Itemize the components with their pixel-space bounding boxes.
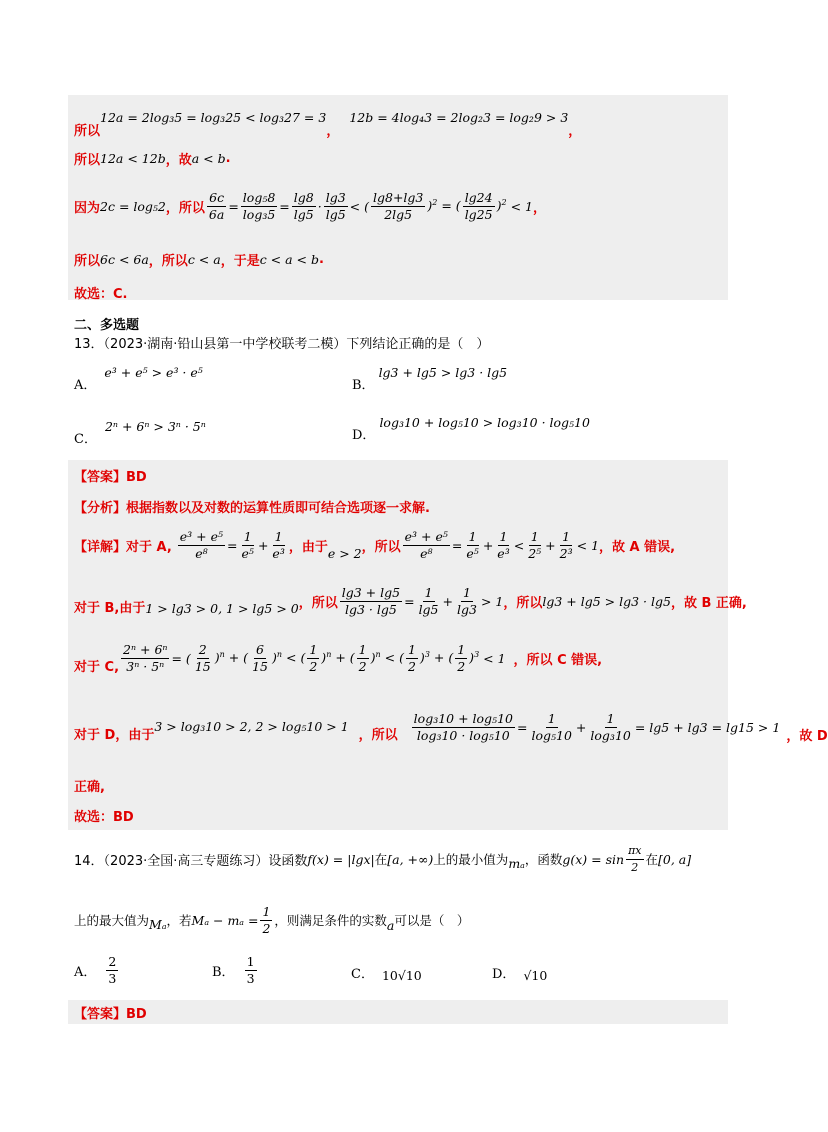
text-less-than-one: < 1 (483, 650, 506, 666)
q13-final: 故选：BD (74, 809, 134, 825)
fraction: $\frac{\lg 3 + \lg 5}{\lg 3 \cdot \lg 5}$ (341, 584, 401, 617)
text-period: . (319, 251, 324, 267)
text-on: 在 (645, 852, 659, 867)
q14-answer-panel (68, 1000, 728, 1024)
condition: Mₐ − mₐ = (191, 912, 259, 928)
text-less-than-one: < 1 (510, 198, 533, 214)
inequality-6c-6a: 6c < 6a (100, 251, 149, 267)
text-so: ，所以 (358, 727, 398, 743)
q14-option-c (351, 960, 422, 984)
fraction: $\frac{\lg 8}{\lg 5}$ (293, 189, 314, 222)
text-so: ，所以 (165, 200, 205, 216)
equation-12b: 12b = 4log₄3 = 2log₂3 = log₂9 > 3 (349, 109, 569, 125)
text-function: ，函数 (524, 852, 563, 867)
inequality-c-a: c < a (187, 251, 221, 267)
fraction: $\frac{6c}{6a}$ (208, 189, 225, 222)
fraction: $\frac{1}{\text{e³}}$ (272, 528, 285, 561)
q13-detail-d-cont: 正确, (74, 779, 105, 795)
text-less-than-one: < 1 (576, 537, 600, 553)
text-so: ，所以 (298, 595, 338, 611)
option-a-expression: e³ + e⁵ > e³ · e⁵ (104, 364, 203, 380)
fraction: $\frac{1}{\text{e⁵}}$ (466, 528, 479, 561)
inequality-lg: 1 > lg3 > 0, 1 > lg5 > 0 (145, 600, 299, 616)
text-so: ，所以 (361, 539, 401, 555)
q14-option-a (74, 950, 120, 990)
text-b-correct: ，故 B 正确, (670, 595, 747, 611)
prev-solution-line-2 (74, 147, 231, 169)
option-d-expression: √10 (523, 967, 548, 983)
inequality-12a-12b: 12a < 12b (100, 150, 166, 166)
q14-stem-line-2 (74, 900, 469, 940)
text-c-wrong: ，所以 C 错误, (513, 652, 603, 668)
q13-detail-c: 对于 C, $\frac{\text{2ⁿ + 6ⁿ}}{\text{3ⁿ · 5ⁿ}}$ = ( $\frac{2}{15}$ )$^n$ + ( $\frac{6}{15}$ )$^n$ < ( $\frac{1}{2}$ )$^n$ + ( $\frac{1}{2}$ )$^n$ < ( $\frac{1}{2}$ )$^3$ + ( $\frac{1}{2}$ )$^3$ < 1 ，所以 C 错误, (74, 641, 603, 675)
option-b-expression: lg3 + lg5 > lg3 · lg5 (378, 364, 508, 380)
fraction: $\frac{1}{2}$ (262, 903, 271, 936)
prev-solution-line-4 (74, 248, 324, 270)
q13-answer: 【答案】BD (74, 469, 147, 485)
prev-solution-line-3: 因为 2c = log₅2 ，所以 $\frac{6c}{6a}$ = $\frac{\text{log₅8}}{\text{log₃5}}$ = $\frac{\lg 8}{\lg 5}$ · $\frac{\lg 3}{\lg 5}$ < ( $\frac{\lg 8+\lg 3}{2\lg 5}$ )$^2$ = ( $\frac{\lg 24}{\lg 25}$ )$^2$ < 1 ， (74, 189, 546, 222)
text-for-c: 对于 C, (74, 659, 120, 675)
fraction: $\frac{\pi x}{2}$ (628, 843, 642, 874)
fraction: $\frac{1}{2}$ (309, 641, 318, 674)
text-because: 因为 (74, 200, 101, 216)
min-value-ma: mₐ (508, 855, 525, 871)
text-a-wrong: ，故 A 错误, (599, 539, 676, 555)
text-for-b: 对于 B,由于 (74, 600, 146, 616)
text-comma: ， (568, 123, 582, 139)
interval-0-a: [0, a] (658, 851, 692, 867)
text-lg-result: = lg5 + lg3 = lg15 > 1 (634, 719, 781, 735)
fraction: $\frac{\lg 3}{\lg 5}$ (325, 189, 346, 222)
text-max-value: 上的最大值为 (74, 913, 150, 928)
equation-12a: 12a = 2log₃5 = log₃25 < log₃27 = 3 (100, 109, 327, 125)
text-therefore: ，故 (165, 152, 192, 168)
function-g: g(x) = sin (562, 851, 625, 867)
fraction: $\frac{\text{2ⁿ + 6ⁿ}}{\text{3ⁿ · 5ⁿ}}$ (123, 641, 168, 674)
text-since: ，由于 (288, 539, 328, 555)
fraction: $\frac{\text{e³ + e⁵}}{\text{e⁸}}$ (179, 528, 224, 561)
fraction: $\frac{1}{\text{2³}}$ (559, 528, 573, 561)
fraction: $\frac{1}{\text{e⁵}}$ (241, 528, 254, 561)
fraction: $\frac{2}{15}$ (194, 641, 211, 674)
inequality-lg-sum: lg3 + lg5 > lg3 · lg5 (542, 593, 671, 609)
text-for-a: 【详解】对于 A, (74, 539, 172, 555)
q14-answer: 【答案】BD (74, 1006, 147, 1022)
q13-analysis: 【分析】根据指数以及对数的运算性质即可结合选项逐一求解. (74, 500, 430, 516)
fraction: $\frac{2}{3}$ (108, 953, 117, 986)
q14-option-d (492, 960, 547, 984)
q14-stem-start: 14．（2023·全国·高三专题练习）设函数 (74, 853, 308, 869)
option-label: A． (74, 377, 97, 393)
q13-detail-a: 【详解】对于 A, $\frac{\text{e³ + e⁵}}{\text{e⁸}}$ = $\frac{1}{\text{e⁵}}$ + $\frac{1}{\text{e³}}$ ，由于 e > 2 ，所以 $\frac{\text{e³ + e⁵}}{\text{e⁸}}$ = $\frac{1}{\text{e⁵}}$ + $\frac{1}{\text{e³}}$ < $\frac{1}{\text{2⁵}}$ + $\frac{1}{\text{2³}}$ < 1 ，故 A 错误, (74, 528, 676, 561)
fraction: $\frac{\text{e³ + e⁵}}{\text{e⁸}}$ (404, 528, 448, 561)
text-hence: ，于是 (220, 253, 260, 269)
fraction: $\frac{1}{\text{log₃10}}$ (590, 710, 631, 743)
fraction: $\frac{\lg 8+\lg 3}{2\lg 5}$ (373, 189, 424, 222)
fraction: $\frac{1}{2}$ (457, 641, 466, 674)
text-real-number: ，则满足条件的实数 (274, 913, 387, 928)
text-so: 所以 (74, 152, 101, 168)
text-so: ，所以 (503, 595, 543, 611)
text-comma: ， (532, 200, 546, 216)
max-value-Ma: Mₐ (149, 916, 167, 932)
option-label: D． (492, 966, 516, 982)
q13-stem: 13．（2023·湖南·铅山县第一中学校联考二模）下列结论正确的是（ ） (74, 337, 490, 352)
q14-stem-line-1 (74, 840, 691, 878)
section-heading: 二、多选题 (74, 318, 140, 333)
text-comma: ， (326, 123, 340, 139)
option-c-expression: 10√10 (381, 967, 422, 983)
text-so: ，所以 (148, 253, 188, 269)
text-period: . (225, 150, 231, 166)
q13-option-d (352, 412, 590, 443)
fraction: $\frac{1}{\text{log₅10}}$ (531, 710, 572, 743)
option-label: B． (212, 964, 235, 980)
prev-solution-line-1 (74, 100, 581, 140)
option-label: D． (352, 427, 376, 443)
option-label: A． (74, 964, 97, 980)
interval-a-inf: [a, +∞) (387, 851, 434, 867)
q13-detail-d: 对于 D，由于 3 > log₃10 > 2, 2 > log₅10 > 1 ，所以 $\frac{\text{log₃10 + log₅10}}{\text{log₃10 · log₅10}}$ = $\frac{1}{\text{log₅10}}$ + $\frac{1}{\text{log₃10}}$ = lg5 + lg3 = lg15 > 1 ，故 D (74, 710, 828, 744)
text-greater-than-one: > 1 (480, 593, 504, 609)
q13-option-c (74, 416, 206, 447)
option-d-expression: log₃10 + log₅10 > log₃10 · log₅10 (379, 414, 590, 430)
fraction: $\frac{\lg 24}{\lg 25}$ (464, 189, 493, 222)
text-if: ，若 (166, 913, 192, 928)
text-so: 所以 (74, 123, 101, 139)
fraction: $\frac{1}{\lg 5}$ (418, 584, 439, 617)
q13-option-a (74, 362, 203, 393)
fraction: $\frac{1}{\lg 3}$ (457, 584, 477, 617)
fraction: $\frac{1}{\text{2⁵}}$ (528, 528, 542, 561)
text-for-d: 对于 D，由于 (74, 727, 155, 743)
q13-detail-b: 对于 B,由于 1 > lg3 > 0, 1 > lg5 > 0 ，所以 $\frac{\lg 3 + \lg 5}{\lg 3 \cdot \lg 5}$ = $\frac{1}{\lg 5}$ + $\frac{1}{\lg 3}$ > 1 ，所以 lg3 + lg5 > lg3 · lg5 ，故 B 正确, (74, 584, 747, 617)
q13-option-b (352, 362, 508, 393)
fraction: $\frac{1}{2}$ (407, 641, 416, 674)
option-label: C． (351, 966, 374, 982)
text-on: 在 (374, 852, 388, 867)
inequality-e: e > 2 (327, 545, 362, 561)
q14-option-b (212, 950, 259, 990)
option-c-expression: 2ⁿ + 6ⁿ > 3ⁿ · 5ⁿ (104, 418, 206, 434)
text-d-correct: ，故 D (786, 728, 828, 744)
option-label: B． (352, 377, 375, 393)
variable-a: a (386, 917, 395, 933)
fraction: $\frac{1}{2}$ (358, 641, 367, 674)
fraction: $\frac{\text{log₃10 + log₅10}}{\text{log₃10 · log₅10}}$ (413, 710, 513, 743)
inequality-log: 3 > log₃10 > 2, 2 > log₅10 > 1 (154, 718, 349, 734)
prev-solution-choice: 故选：C. (74, 286, 128, 302)
text-min-value: 上的最小值为 (433, 852, 509, 867)
option-label: C． (74, 431, 97, 447)
fraction: $\frac{1}{\text{e³}}$ (497, 528, 510, 561)
fraction: $\frac{1}{3}$ (246, 953, 255, 986)
fraction: $\frac{6}{15}$ (252, 641, 268, 674)
fraction: $\frac{\text{log₅8}}{\text{log₃5}}$ (242, 189, 276, 222)
text-so: 所以 (74, 253, 101, 269)
text-could-be: 可以是（ ） (394, 913, 470, 928)
inequality-a-b: a < b (191, 150, 226, 166)
function-f: f(x) = |lgx| (307, 851, 375, 867)
equation-2c: 2c = log₅2 (100, 198, 166, 214)
inequality-c-a-b: c < a < b (259, 251, 319, 267)
